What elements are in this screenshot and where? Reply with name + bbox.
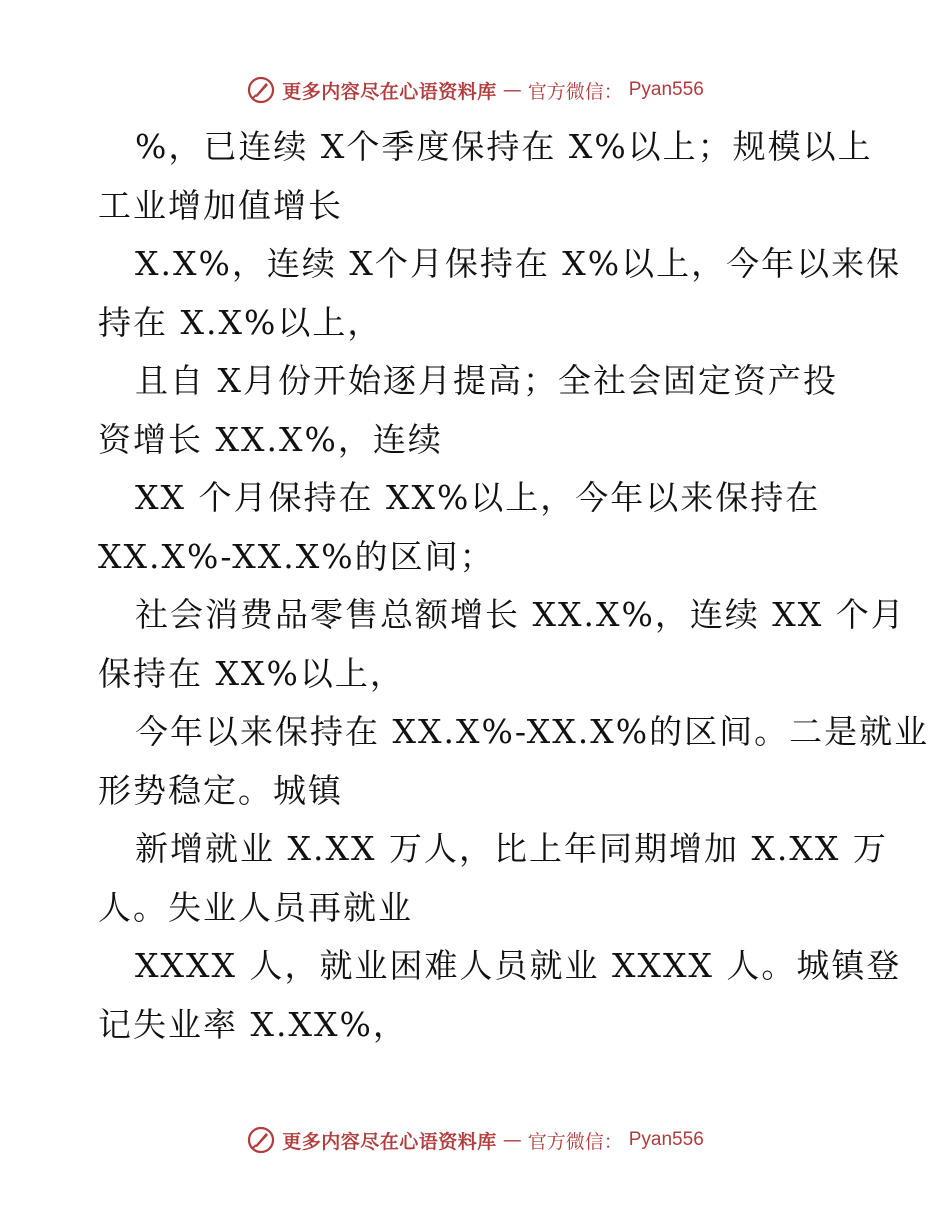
paragraph-line: 资增长 XX.X%，连续 <box>98 419 443 459</box>
document-body <box>98 118 930 1054</box>
paragraph-line: 形势稳定。城镇 <box>98 770 343 810</box>
paragraph-line: 人。失业人员再就业 <box>98 887 413 927</box>
paragraph-line: XX 个月保持在 XX%以上，今年以来保持在 <box>135 478 821 517</box>
paragraph-line: XX.X%-XX.X%的区间； <box>98 536 495 576</box>
header-watermark <box>0 70 950 110</box>
quill-circle-icon <box>246 1125 276 1155</box>
quill-circle-icon <box>246 75 276 105</box>
paragraph-line: 保持在 XX%以上， <box>98 653 405 693</box>
paragraph <box>98 937 902 1054</box>
paragraph-line: 记失业率 X.XX%， <box>98 1004 408 1044</box>
watermark-dash: — <box>502 79 522 101</box>
paragraph-line: 且自 X月份开始逐月提高；全社会固定资产投 <box>135 361 838 400</box>
watermark-dash: — <box>502 1129 522 1151</box>
paragraph <box>98 469 858 586</box>
paragraph <box>98 820 888 937</box>
paragraph-line: XXXX 人，就业困难人员就业 XXXX 人。城镇登 <box>135 946 902 985</box>
watermark-official-label: 官方微信： <box>527 80 623 103</box>
watermark-wechat-id: Pyan556 <box>628 79 704 100</box>
footer-watermark <box>0 1120 950 1160</box>
watermark-site-text: 更多内容尽在心语资料库 <box>282 1130 497 1153</box>
paragraph <box>98 235 902 352</box>
paragraph-line: %，已连续 X个季度保持在 X%以上；规模以上 <box>135 127 873 166</box>
watermark-wechat-id: Pyan556 <box>628 1129 704 1150</box>
paragraph <box>98 352 858 469</box>
paragraph-line: 今年以来保持在 XX.X%-XX.X%的区间。二是就业 <box>135 712 930 751</box>
watermark-official-label: 官方微信： <box>527 1130 623 1153</box>
paragraph-line: 工业增加值增长 <box>98 185 343 225</box>
paragraph <box>98 118 873 235</box>
paragraph-line: 持在 X.X%以上， <box>98 302 383 342</box>
paragraph <box>98 703 930 820</box>
paragraph-line: 新增就业 X.XX 万人，比上年同期增加 X.XX 万 <box>135 829 888 868</box>
paragraph-line: X.X%，连续 X个月保持在 X%以上，今年以来保 <box>135 244 902 283</box>
watermark-site-text: 更多内容尽在心语资料库 <box>282 80 497 103</box>
paragraph-line: 社会消费品零售总额增长 XX.X%，连续 XX 个月 <box>135 595 906 634</box>
paragraph <box>98 586 906 703</box>
